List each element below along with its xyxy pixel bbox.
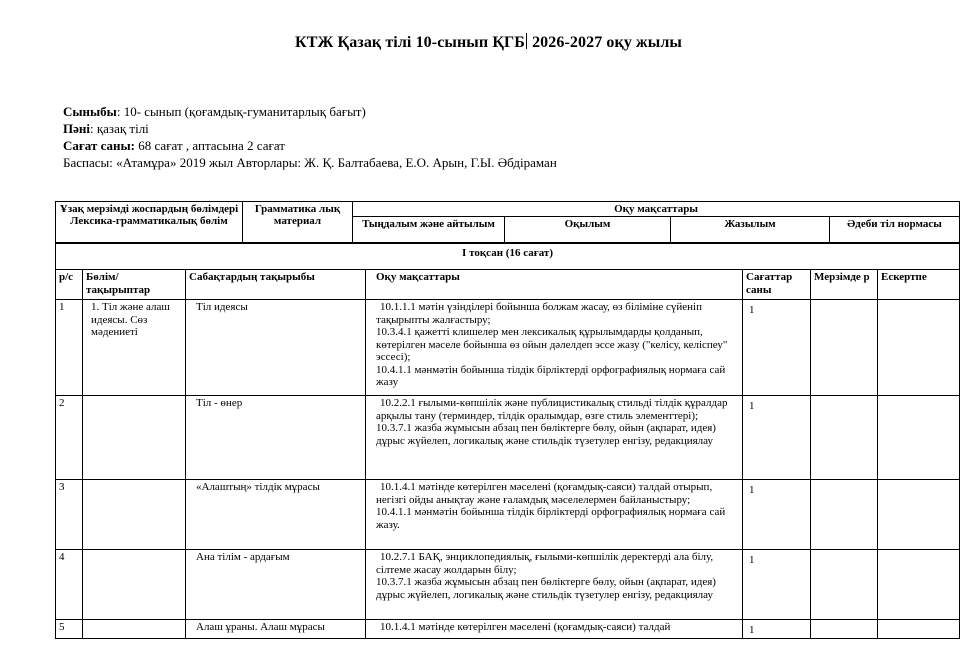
meta-class-line <box>63 103 557 120</box>
col-note: Ескертпе <box>878 270 960 300</box>
row-deadline <box>811 620 878 639</box>
row-note <box>878 300 960 396</box>
objective-item: 10.1.4.1 мәтінде көтерілген мәселені (қоғамдық-саяси) талдай <box>380 621 671 633</box>
row-deadline <box>811 550 878 620</box>
title-text-end: 2026-2027 оқу жылы <box>527 34 682 51</box>
row-objectives <box>366 396 743 480</box>
row-num: 5 <box>56 620 83 639</box>
objective-item: 10.3.7.1 жазба жұмысын абзац пен бөліктерге бөлу, ойын (ақпарат, идея) дұрыс жүйелеп, логикалық және стильдік түзетулер енгізу, редакциялау <box>376 576 716 601</box>
col-num: р/с <box>56 270 83 300</box>
row-objectives <box>366 550 743 620</box>
row-note <box>878 396 960 480</box>
row-objectives <box>366 480 743 550</box>
table-row <box>56 620 960 639</box>
objective-item: 10.1.4.1 мәтінде көтерілген мәселені (қоғамдық-саяси) талдай отырып, негізгі ойды анықтау және ғаламдық мәселелермен байланыстыру; <box>376 481 713 506</box>
objective-item: 10.3.4.1 қажетті клишелер мен лексикалық құрылымдарды қолданып, көтерілген мәселе бойынша өз ойын дәлелдеп эссе жазу ("келісу, келіспеу" эссесі); <box>376 326 728 363</box>
header-skill-listening: Тыңдалым және айтылым <box>353 217 505 243</box>
plan-body-table <box>55 243 960 639</box>
hours-value: 68 сағат , аптасына 2 сағат <box>135 138 285 153</box>
class-label: Сыныбы <box>63 104 117 119</box>
row-topic: Алаш ұраны. Алаш мұрасы <box>186 620 366 639</box>
col-objectives: Оқу мақсаттары <box>366 270 743 300</box>
row-num: 4 <box>56 550 83 620</box>
header-grammar-material: Грамматика лық материал <box>243 202 353 243</box>
row-topic: Тіл - өнер <box>186 396 366 480</box>
objective-item: 10.4.1.1 мәнмәтін бойынша тілдік бірліктерді орфографиялық нормаға сай жазу. <box>376 506 726 531</box>
header-learning-objectives: Оқу мақсаттары <box>353 202 960 217</box>
col-section: Бөлім/ тақырыптар <box>83 270 186 300</box>
row-objectives <box>366 300 743 396</box>
header-long-term-plan: Ұзақ мерзімді жоспардың бөлімдері Лексика-грамматикалық бөлім <box>56 202 243 243</box>
row-hours: 1 <box>743 396 811 480</box>
row-note <box>878 550 960 620</box>
table-row <box>56 300 960 396</box>
header-skill-literary-norm: Әдеби тіл нормасы <box>830 217 960 243</box>
objective-item: 10.4.1.1 мәнмәтін бойынша тілдік бірліктерді орфографиялық нормаға сай жазу <box>376 363 726 388</box>
row-hours: 1 <box>743 480 811 550</box>
subject-value: : қазақ тілі <box>89 121 149 136</box>
row-note <box>878 620 960 639</box>
row-topic: Ана тілім - ардағым <box>186 550 366 620</box>
row-num: 1 <box>56 300 83 396</box>
row-objectives <box>366 620 743 639</box>
row-section <box>83 620 186 639</box>
meta-subject-line <box>63 120 557 137</box>
row-deadline <box>811 396 878 480</box>
row-section <box>83 396 186 480</box>
row-hours: 1 <box>743 300 811 396</box>
row-deadline <box>811 480 878 550</box>
table-row <box>56 396 960 480</box>
header-skill-writing: Жазылым <box>671 217 830 243</box>
table-row <box>56 480 960 550</box>
text-cursor <box>526 33 527 49</box>
title-text-start: КТЖ Қазақ тілі 10-сынып ҚГБ <box>295 34 525 51</box>
quarter-header: І тоқсан (16 сағат) <box>56 244 960 270</box>
meta-publisher-line: Баспасы: «Атамұра» 2019 жыл Авторлары: Ж. Қ. Балтабаева, Е.О. Арын, Г.Ы. Әбдіраман <box>63 155 557 170</box>
row-hours: 1 <box>743 620 811 639</box>
col-hours: Сағаттар саны <box>743 270 811 300</box>
subject-label: Пәні <box>63 121 90 136</box>
objective-item: 10.2.7.1 БАҚ, энциклопедиялық, ғылыми-көпшілік деректерді ала білу, сілтеме жасау жолдарын білу; <box>376 551 714 576</box>
objective-item: 10.3.7.1 жазба жұмысын абзац пен бөліктерге бөлу, ойын (ақпарат, идея) дұрыс жүйелеп, логикалық және стильдік түзетулер енгізу, редакциялау <box>376 422 716 447</box>
row-section <box>83 480 186 550</box>
objective-item: 10.2.2.1 ғылыми-көпшілік және публицистикалық стильді тілдік құралдар арқылы тану (терминдер, тілдік оралымдар, өзге стиль элементтері); <box>376 397 728 422</box>
hours-label: Сағат саны: <box>63 138 135 153</box>
row-num: 2 <box>56 396 83 480</box>
table-row <box>56 550 960 620</box>
meta-hours-line <box>63 137 557 154</box>
row-num: 3 <box>56 480 83 550</box>
document-meta <box>63 103 557 171</box>
row-section: 1. Тіл және алаш идеясы. Сөз мәдениеті <box>83 300 186 396</box>
row-section <box>83 550 186 620</box>
plan-table <box>55 201 959 639</box>
header-skill-reading: Оқылым <box>505 217 671 243</box>
document-title <box>0 33 977 52</box>
objective-item: 10.1.1.1 мәтін үзінділері бойынша болжам жасау, өз біліміне сүйеніп тақырыпты жалғастыру; <box>376 301 702 326</box>
row-note <box>878 480 960 550</box>
class-value: : 10- сынып (қоғамдық-гуманитарлық бағыт) <box>116 104 366 119</box>
plan-header-table <box>55 201 960 243</box>
row-topic: «Алаштың» тілдік мұрасы <box>186 480 366 550</box>
row-topic: Тіл идеясы <box>186 300 366 396</box>
col-deadline: Мерзімде р <box>811 270 878 300</box>
row-deadline <box>811 300 878 396</box>
row-hours: 1 <box>743 550 811 620</box>
col-topic: Сабақтардың тақырыбы <box>186 270 366 300</box>
